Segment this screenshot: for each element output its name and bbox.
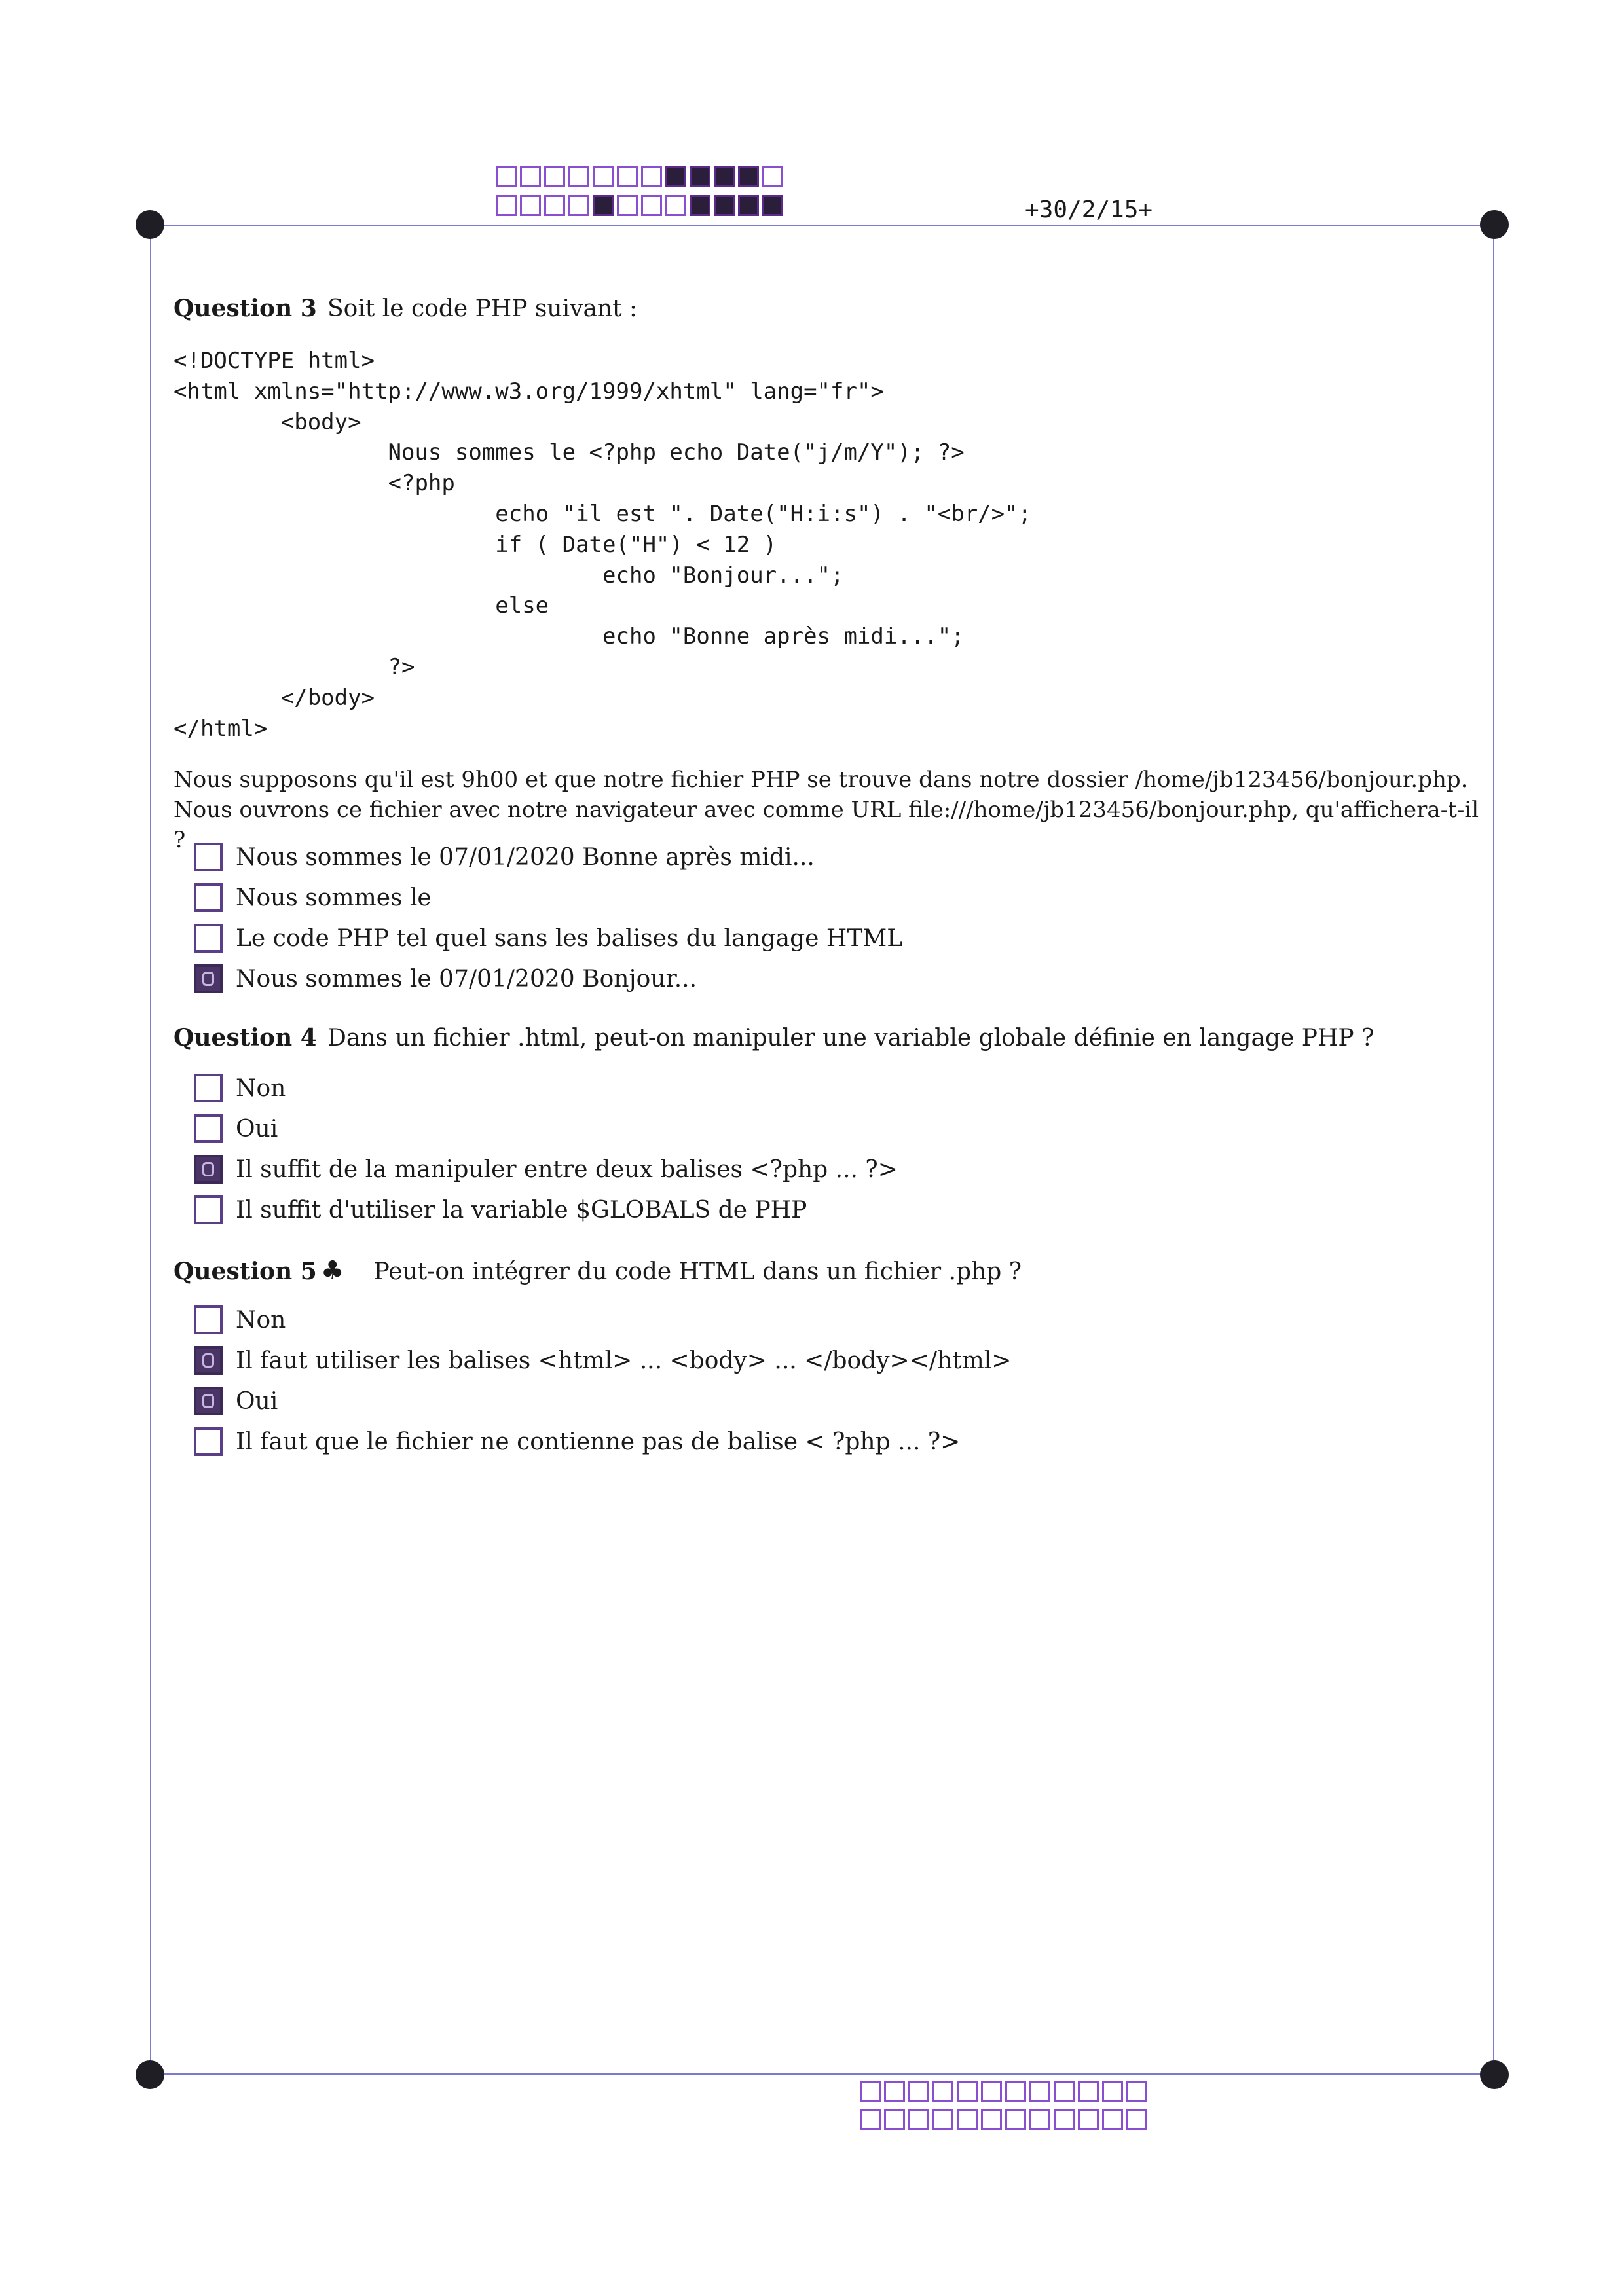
answer-checkbox[interactable] xyxy=(194,924,223,953)
answer-option[interactable] xyxy=(194,883,432,912)
answer-label: Non xyxy=(236,1306,286,1334)
answer-label: Nous sommes le 07/01/2020 Bonne après midi... xyxy=(236,843,815,871)
answer-label: Le code PHP tel quel sans les balises du langage HTML xyxy=(236,924,903,952)
question-4-header xyxy=(174,1024,1374,1051)
club-icon: ♣ xyxy=(320,1256,344,1286)
answer-label: Il suffit d'utiliser la variable $GLOBALS de PHP xyxy=(236,1196,807,1224)
answer-label: Nous sommes le xyxy=(236,884,432,911)
answer-option[interactable] xyxy=(194,964,697,993)
answer-label: Non xyxy=(236,1074,286,1102)
question-prompt: Soit le code PHP suivant : xyxy=(327,295,638,322)
answer-label: Il faut utiliser les balises <html> ... <body> ... </body></html> xyxy=(236,1347,1012,1374)
answer-option[interactable] xyxy=(194,1346,1011,1375)
bottom-code-row-1 xyxy=(860,2081,1151,2102)
answer-option[interactable] xyxy=(194,843,815,871)
answer-option[interactable] xyxy=(194,1195,807,1224)
answer-label: Nous sommes le 07/01/2020 Bonjour... xyxy=(236,965,697,993)
answer-checkbox[interactable] xyxy=(194,843,223,871)
answer-label: Oui xyxy=(236,1115,278,1142)
answer-label: Il suffit de la manipuler entre deux balises <?php ... ?> xyxy=(236,1156,898,1183)
answer-label: Oui xyxy=(236,1387,278,1415)
answer-checkbox-checked[interactable] xyxy=(194,1387,223,1415)
answer-checkbox[interactable] xyxy=(194,883,223,912)
bottom-code-row-2 xyxy=(860,2109,1151,2130)
corner-mark-top-left xyxy=(136,210,164,239)
question-3-paragraph: Nous supposons qu'il est 9h00 et que notre fichier PHP se trouve dans notre dossier /home/jb123456/bonjour.php. Nous ouvrons ce fichier avec notre navigateur avec comme URL file:///home/jb123456/bonjour.php, qu'affichera-t-il ? xyxy=(174,767,1479,853)
answer-label: Il faut que le fichier ne contienne pas de balise < ?php ... ?> xyxy=(236,1428,961,1455)
answer-checkbox[interactable] xyxy=(194,1074,223,1102)
answer-option[interactable] xyxy=(194,1427,960,1456)
corner-mark-bottom-right xyxy=(1480,2060,1509,2089)
php-code-block: <!DOCTYPE html> <html xmlns="http://www.w3.org/1999/xhtml" lang="fr"> <body> Nous sommes le <?php echo Date("j/m/Y"); ?> <?php echo "il est ". Date("H:i:s") . "<br/>"; if ( Date("H") < 12 ) echo "Bonjour..."; else echo "Bonne après midi..."; ?> </body> </html> xyxy=(174,348,1032,742)
answer-checkbox-checked[interactable] xyxy=(194,1155,223,1184)
question-prompt: Dans un fichier .html, peut-on manipuler une variable globale définie en langage PHP ? xyxy=(327,1025,1375,1051)
answer-option[interactable] xyxy=(194,1074,286,1102)
answer-checkbox[interactable] xyxy=(194,1305,223,1334)
answer-checkbox[interactable] xyxy=(194,1195,223,1224)
top-code-row-1 xyxy=(496,166,786,187)
question-5-header xyxy=(174,1256,1022,1286)
answer-option[interactable] xyxy=(194,924,902,953)
answer-checkbox[interactable] xyxy=(194,1427,223,1456)
question-3-header xyxy=(174,295,637,322)
answer-option[interactable] xyxy=(194,1305,286,1334)
answer-option[interactable] xyxy=(194,1114,278,1143)
question-number: Question 3 xyxy=(174,295,317,322)
answer-option[interactable] xyxy=(194,1387,278,1415)
answer-option[interactable] xyxy=(194,1155,898,1184)
answer-checkbox-checked[interactable] xyxy=(194,1346,223,1375)
question-number: Question 5 xyxy=(174,1258,317,1285)
question-prompt: Peut-on intégrer du code HTML dans un fichier .php ? xyxy=(373,1258,1022,1285)
answer-checkbox[interactable] xyxy=(194,1114,223,1143)
answer-checkbox-checked[interactable] xyxy=(194,964,223,993)
corner-mark-top-right xyxy=(1480,210,1509,239)
question-number: Question 4 xyxy=(174,1024,317,1051)
corner-mark-bottom-left xyxy=(136,2060,164,2089)
top-code-row-2 xyxy=(496,195,786,216)
page-identifier: +30/2/15+ xyxy=(1025,196,1153,223)
